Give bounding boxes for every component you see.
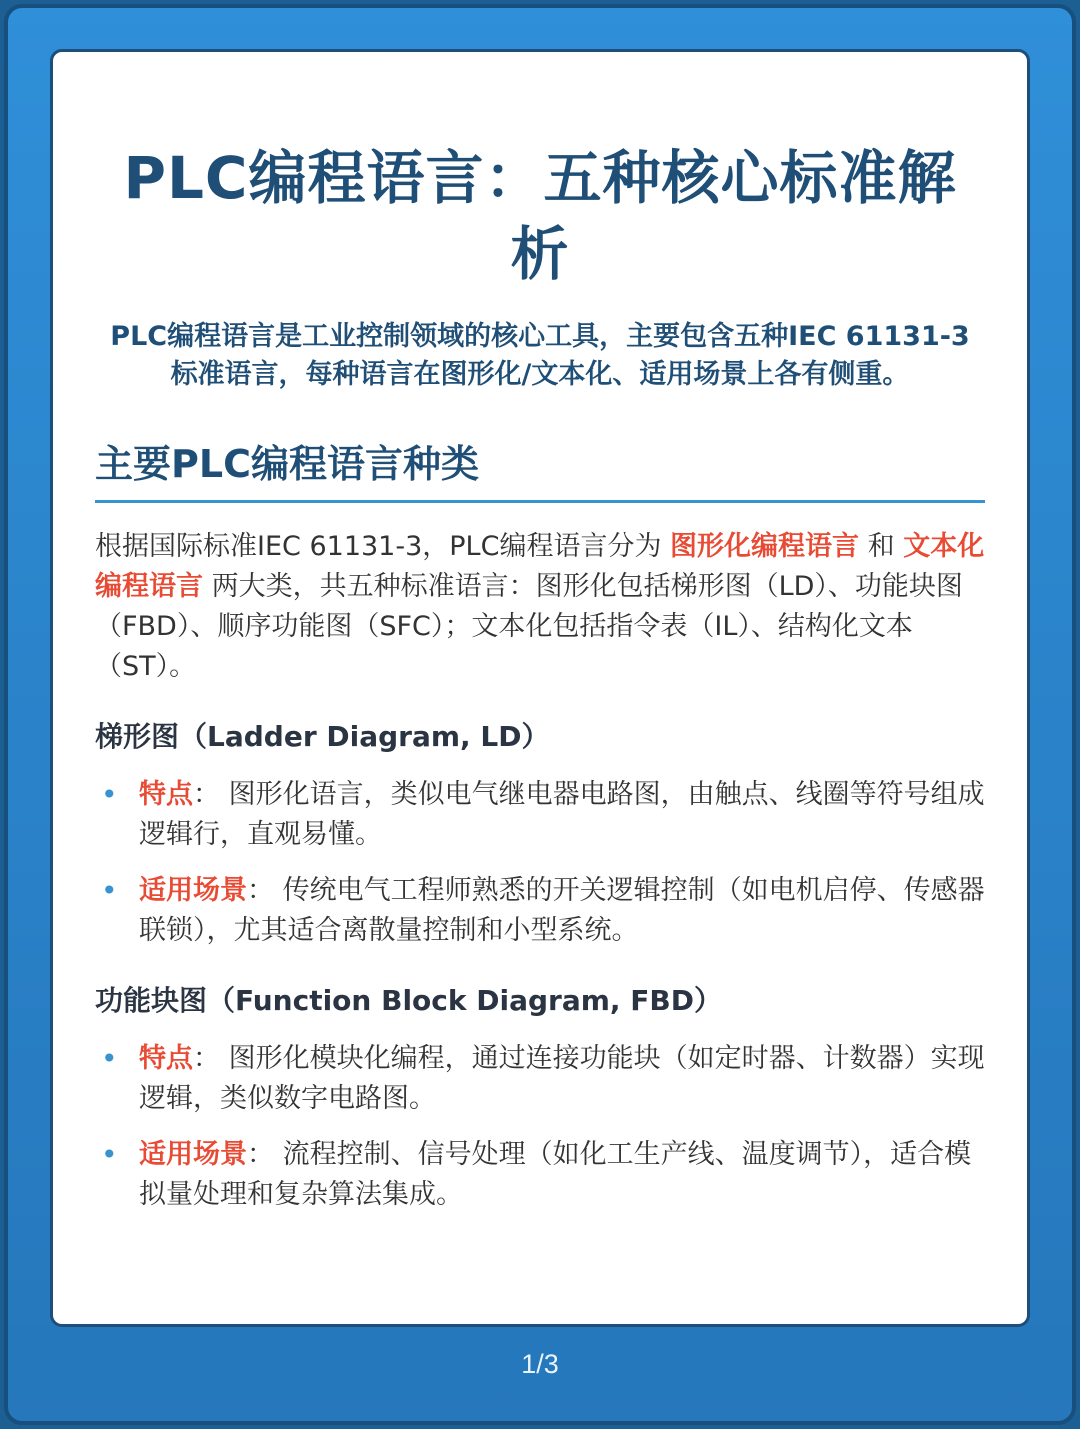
section-intro [95,527,985,687]
intro-highlight-textual: 文本化编程语言 [95,531,985,602]
point-separator: ： [193,779,229,810]
page-title: PLC编程语言：五种核心标准解析 [123,144,957,288]
fbd-heading: 功能块图（Function Block Diagram, FBD） [95,984,722,1017]
list-item [95,1135,985,1215]
point-label: 适用场景 [139,875,247,906]
point-separator: ： [247,875,283,906]
list-item [95,871,985,951]
ld-points-list [95,775,985,951]
point-label: 适用场景 [139,1139,247,1170]
bullet-dot-icon: • [101,874,118,907]
point-separator: ： [193,1043,229,1074]
intro-highlight-graphical: 图形化编程语言 [670,531,860,562]
bullet-dot-icon: • [101,1138,118,1171]
point-text: 传统电气工程师熟悉的开关逻辑控制（如电机启停、传感器联锁），尤其适合离散量控制和小型系统。 [139,875,985,946]
intro-text: 和 [859,531,904,562]
content-card [50,49,1030,1327]
list-item [95,1039,985,1119]
ld-heading: 梯形图（Ladder Diagram, LD） [95,720,550,753]
fbd-points-list [95,1039,985,1215]
point-label: 特点 [139,1043,193,1074]
intro-text: 两大类，共五种标准语言：图形化包括梯形图（LD）、功能块图（FBD）、顺序功能图（SFC）；文本化包括指令表（IL）、结构化文本（ST）。 [95,571,963,682]
point-text: 图形化语言，类似电气继电器电路图，由触点、线圈等符号组成逻辑行，直观易懂。 [139,779,985,850]
list-item [95,775,985,855]
point-text: 图形化模块化编程，通过连接功能块（如定时器、计数器）实现逻辑，类似数字电路图。 [139,1043,985,1114]
point-label: 特点 [139,779,193,810]
section-title: 主要PLC编程语言种类 [95,440,985,503]
bullet-dot-icon: • [101,778,118,811]
point-text: 流程控制、信号处理（如化工生产线、温度调节），适合模拟量处理和复杂算法集成。 [139,1139,972,1210]
bullet-dot-icon: • [101,1042,118,1075]
page-subtitle: PLC编程语言是工业控制领域的核心工具，主要包含五种IEC 61131-3标准语言，每种语言在图形化/文本化、适用场景上各有侧重。 [110,321,970,390]
page-indicator: 1/3 [521,1349,559,1379]
point-separator: ： [247,1139,283,1170]
intro-text: 根据国际标准IEC 61131-3，PLC编程语言分为 [95,531,671,562]
